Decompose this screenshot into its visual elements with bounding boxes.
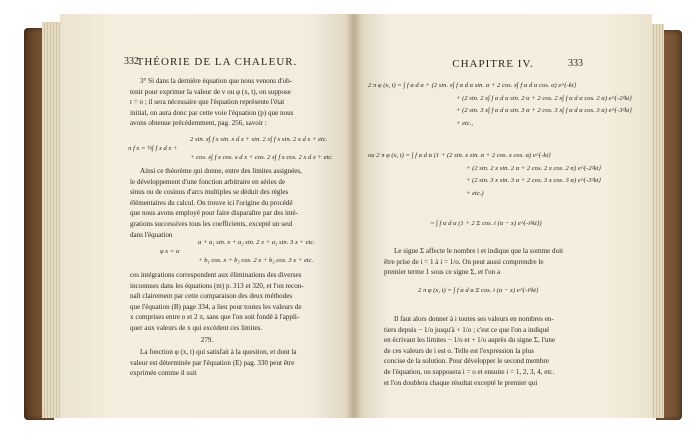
- text-line: sinus ou de cosinus d'arcs multiples se déduit des règles: [130, 188, 289, 197]
- left-header: [60, 56, 354, 70]
- equation-line: + etc.,: [456, 119, 474, 127]
- text-line: La fonction φ (x, t) qui satisfait à la question, et dont la: [140, 348, 297, 356]
- equation-line: + etc.): [466, 189, 484, 197]
- equation-line: φ x = α: [160, 248, 180, 255]
- text-line: Il faut alors donner à i toutes ses valeurs en nombres en-: [394, 315, 554, 323]
- text-line: dans l'équation: [130, 230, 173, 239]
- equation-line: ou 2 π φ (x, t) = ∫ f α d α (1 + (2 sin. x sin. α + 2 cos. x cos. α) e^{-kt}: [368, 152, 551, 159]
- paragraph-theorem: [130, 166, 302, 240]
- paragraph-integrations: [130, 270, 304, 334]
- equation-solution-compact: 2 π φ (x, t) = ∫ f α d α Σ cos. i (α − x) e^{-i²kt}: [418, 287, 539, 294]
- equation-line: + (2 sin. 3 x∫ f α d α sin. 3 α + 2 cos. 3 x∫ f α d α cos. 3 α) e^{-3²kt}: [456, 107, 632, 114]
- text-line: tenir pour exprimer la valeur de v ou φ (x, t), on suppose: [130, 87, 291, 96]
- paragraph-limits: [384, 314, 555, 388]
- text-line: initial, on aura donc par cette voie l'équation (p) que nous: [130, 108, 294, 117]
- left-page: [60, 14, 354, 418]
- text-line: concise de la solution. Pour développer le second membre: [384, 357, 549, 366]
- equation-line: a + a₁ sin. x + a₂ sin. 2 x + a₃ sin. 3 x + etc.: [198, 239, 315, 246]
- equation-line: + (2 sin. 2 x sin. 2 α + 2 cos. 2 x cos. 2 α) e^{-2²kt}: [466, 164, 601, 172]
- text-line: premier terme 1 sous ce signe Σ, et l'on a: [384, 268, 501, 277]
- text-line: élémentaires du calcul. On trouve ici l'origine du procédé: [130, 198, 293, 207]
- text-line: 3° Si dans la dernière équation que nous venons d'ob-: [140, 77, 293, 85]
- text-line: grations successives tous les coefficients, excepté un seul: [130, 219, 293, 228]
- running-head: THÉORIE DE LA CHALEUR.: [136, 56, 298, 68]
- text-line: naît clairement par cette comparaison des deux méthodes: [130, 292, 293, 301]
- text-line: Ainsi ce théorème qui donne, entre des limites assignées,: [140, 167, 302, 175]
- paragraph-intro: [130, 76, 293, 129]
- text-line: t = o ; il sera nécessaire que l'équation représente l'état: [130, 98, 285, 107]
- text-line: être prise de i = 1 à i = 1/o. On peut aussi comprendre le: [384, 257, 544, 266]
- equation-line: + cos. x∫ f x cos. x d x + cos. 2 x∫ f x cos. 2 x d x + etc.: [190, 154, 333, 161]
- equation-solution-expanded: [368, 80, 632, 130]
- text-line: et l'on doublera chaque résultat excepté le premier qui: [384, 378, 538, 387]
- text-line: inconnues dans les équations (m) p. 313 et 320, et l'on recon-: [130, 281, 304, 290]
- text-line: en écrivant les limites − 1/o et + 1/o auprès du signe Σ, l'une: [384, 336, 556, 345]
- text-line: ces intégrations correspondent aux éliminations des diverses: [130, 271, 302, 279]
- equation-line: 2 sin. x∫ f x sin. x d x + sin. 2 x∫ f x sin. 2 x d x + etc.: [190, 136, 328, 143]
- equation-fourier-series: [128, 135, 333, 162]
- text-line: avons obtenue précédemment, pag. 256, savoir :: [130, 119, 267, 128]
- equation-line: + (2 sin. 3 x sin. 3 α + 2 cos. 3 x cos. 3 α) e^{-3²kt}: [466, 177, 601, 184]
- right-page: [354, 14, 652, 418]
- equation-solution-combined: [368, 150, 601, 200]
- text-line: exprimée comme il suit: [130, 369, 197, 378]
- text-line: tiers depuis − 1/o jusqu'à + 1/o ; c'est ce que l'on a indiqué: [384, 325, 550, 334]
- page-number: 333: [568, 58, 583, 69]
- paragraph-function: [130, 347, 297, 379]
- running-head: CHAPITRE IV.: [452, 58, 534, 70]
- text-line: le développement d'une fonction arbitraire en séries de: [130, 177, 286, 186]
- text-line: valeur est déterminée par l'équation (E) pag. 330 peut être: [130, 358, 295, 367]
- text-line: x comprises entre o et 2 π, sans que l'on soit fondé à l'appli-: [130, 313, 300, 322]
- page-number: 332: [124, 56, 139, 67]
- book-gutter: [346, 14, 362, 418]
- equation-line: + (2 sin. 2 x∫ f α d α sin. 2 α + 2 cos. 2 x∫ f α d α cos. 2 α) e^{-2²kt}: [456, 94, 632, 102]
- text-line: que nous avons employé pour faire disparaître par des inté-: [130, 209, 299, 218]
- section-number: 279.: [200, 336, 214, 344]
- equation-line: 2 π φ (x, t) = ∫ f α d α + (2 sin. x∫ f α d α sin. α + 2 cos. x∫ f α d α cos. α) e^{-kt}: [368, 82, 577, 89]
- paragraph-sigma: [384, 246, 563, 278]
- text-line: de l'équation, on supposera i = o et ensuite i = 1, 2, 3, 4, etc.: [384, 367, 555, 376]
- equation-line: + b₁ cos. x + b₂ cos. 2 x + b₃ cos. 3 x + etc.: [198, 257, 314, 264]
- text-line: de ces valeurs de i est o. Telle est l'expression la plus: [384, 346, 534, 355]
- text-line: quer aux valeurs de x qui excèdent ces limites.: [130, 323, 263, 332]
- text-line: que l'équation (B) page 334, a lieu pour toutes les valeurs de: [130, 302, 302, 311]
- text-line: Le signe Σ affecte le nombre i et indique que la somme doit: [394, 247, 564, 255]
- right-header: [354, 58, 652, 72]
- equation-line: π f x = ½∫ f x d x +: [128, 145, 178, 152]
- equation-phi-series: [160, 238, 315, 265]
- equation-solution-sum: = ∫ f α d α (1 + 2 Σ cos. i (α − x) e^{-i²kt}): [430, 220, 542, 227]
